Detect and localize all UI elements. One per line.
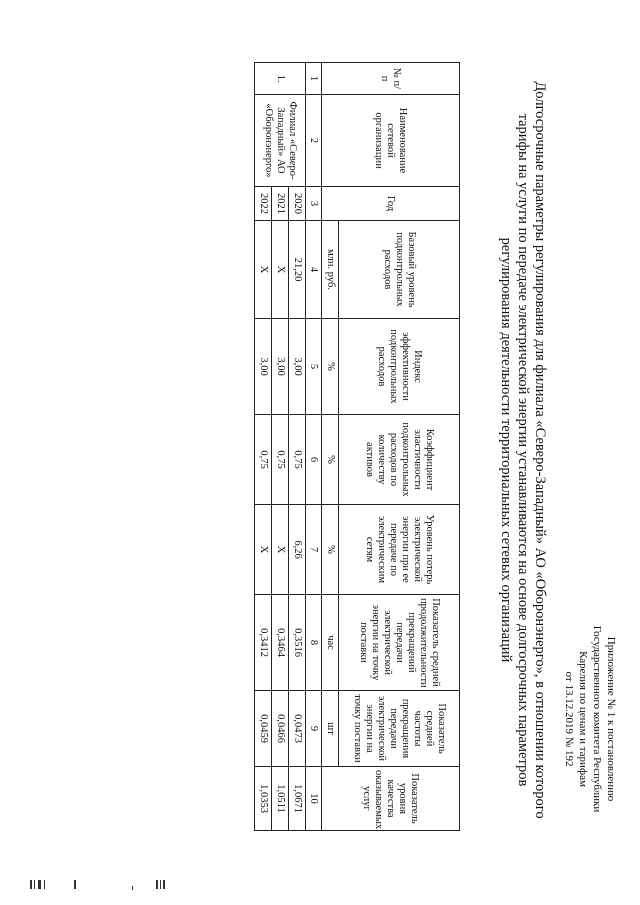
cell-quality: 1,0671	[289, 767, 306, 831]
header-quality: Показатель уровня качества оказываемых услуг	[322, 767, 460, 831]
appendix-note	[562, 589, 618, 849]
scan-mark	[38, 880, 41, 889]
scan-mark	[132, 886, 133, 890]
title-line: регулирования деятельности территориальных сетевых организаций	[498, 237, 514, 663]
cell-losses: X	[255, 505, 272, 595]
cell-elasticity: 0,75	[289, 415, 306, 505]
cell-losses: X	[272, 505, 289, 595]
cell-losses: 6,26	[289, 505, 306, 595]
column-number: 3	[306, 187, 322, 221]
cell-duration: 0,3516	[289, 595, 306, 691]
unit-elasticity: %	[322, 415, 339, 505]
unit-index: %	[322, 319, 339, 415]
header-elasticity: Коэффициент эластичности подконтрольных расходов по количеству активов	[339, 415, 460, 505]
appendix-line: Карелия по ценам и тарифам	[577, 651, 589, 787]
title-line: тарифы на услуги по передаче электрической энергии устанавливаются на основе долгосрочных параметров	[515, 113, 531, 787]
document-title	[497, 60, 548, 840]
column-number: 4	[306, 221, 322, 319]
cell-frequency: 0,0466	[272, 691, 289, 767]
cell-duration: 0,3464	[272, 595, 289, 691]
cell-elasticity: 0,75	[272, 415, 289, 505]
cell-year: 2021	[272, 187, 289, 221]
header-frequency: Показатель средней частоты прекращения передачи электрической энергии на точку поставки	[339, 691, 460, 767]
title-line: Долгосрочные параметры регулирования для филиала «Северо-Западный» АО «Оборонэнерго», в отношении которого	[532, 81, 548, 819]
column-number: 10	[306, 767, 322, 831]
cell-quality: 1,0511	[272, 767, 289, 831]
column-number: 8	[306, 595, 322, 691]
column-number: 1	[306, 63, 322, 95]
cell-base: 21,20	[289, 221, 306, 319]
unit-frequency: шт	[322, 691, 339, 767]
scan-mark	[44, 880, 45, 889]
header-losses: Уровень потерь электрической энергии при ее передаче по электрическим сетям	[339, 505, 460, 595]
header-base: Базовый уровень подконтрольных расходов	[339, 221, 460, 319]
unit-losses: %	[322, 505, 339, 595]
cell-duration: 0,3412	[255, 595, 272, 691]
scan-mark	[163, 880, 165, 889]
column-number: 7	[306, 505, 322, 595]
cell-base: X	[255, 221, 272, 319]
column-number: 9	[306, 691, 322, 767]
cell-quality: 1,0353	[255, 767, 272, 831]
unit-base: млн. руб.	[322, 221, 339, 319]
unit-duration: час	[322, 595, 339, 691]
scan-mark	[156, 880, 158, 889]
scan-mark	[160, 880, 161, 889]
header-num: № п/п	[322, 63, 460, 95]
cell-elasticity: 0,75	[255, 415, 272, 505]
appendix-line: Приложение № 1 к постановлению	[605, 636, 617, 802]
column-number: 5	[306, 319, 322, 415]
header-index: Индекс эффективности подконтрольных расходов	[339, 319, 460, 415]
appendix-line: Государственного комитета Республики	[591, 625, 603, 813]
cell-base: X	[272, 221, 289, 319]
scan-mark	[30, 880, 32, 889]
column-number-row	[306, 63, 322, 831]
column-number: 2	[306, 95, 322, 187]
cell-index: 3,00	[272, 319, 289, 415]
scan-mark	[74, 880, 76, 889]
header-org: Наименование сетевой организации	[322, 95, 460, 187]
header-row	[339, 63, 460, 831]
cell-index: 3,00	[255, 319, 272, 415]
table-row	[289, 63, 306, 831]
parameters-table	[254, 62, 460, 831]
cell-index: 3,00	[289, 319, 306, 415]
appendix-line: от 13.12.2019 № 192	[563, 671, 575, 767]
cell-year: 2022	[255, 187, 272, 221]
scan-mark	[34, 880, 35, 889]
cell-year: 2020	[289, 187, 306, 221]
cell-frequency: 0,0473	[289, 691, 306, 767]
column-number: 6	[306, 415, 322, 505]
header-year: Год	[322, 187, 460, 221]
row-num: 1.	[255, 63, 306, 95]
cell-frequency: 0,0459	[255, 691, 272, 767]
row-org: Филиал «Северо-Западный» АО «Оборонэнерго»	[255, 95, 306, 187]
header-duration: Показатель средней продолжительности прекращений передачи электрической энергии на точку поставки	[339, 595, 460, 691]
